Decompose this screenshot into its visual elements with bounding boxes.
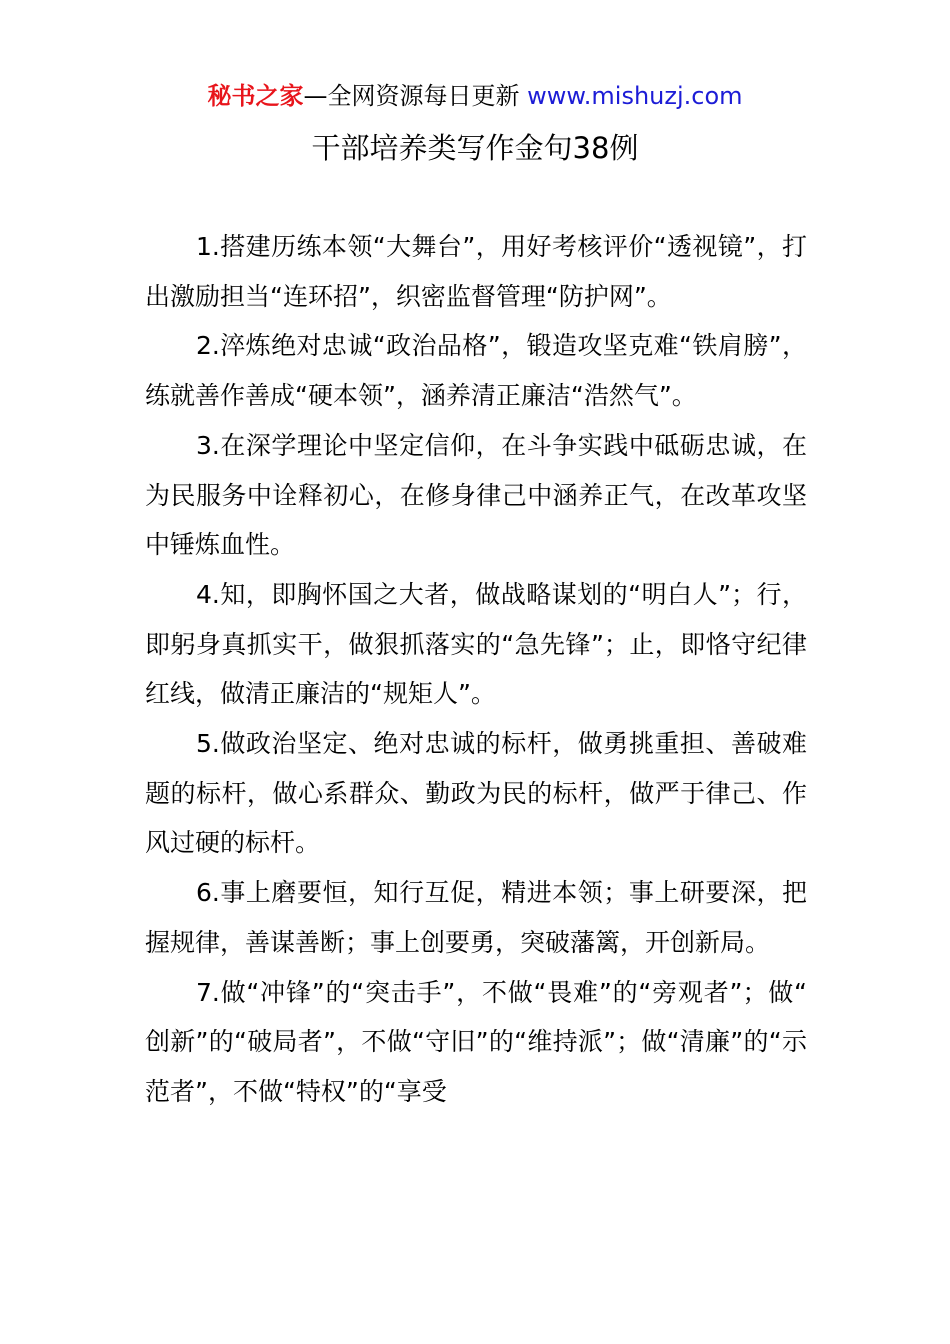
paragraph-1: 1.搭建历练本领“大舞台”，用好考核评价“透视镜”，打出激励担当“连环招”，织密监督管理“防护网”。 [145, 232, 807, 311]
paragraph-6: 6.事上磨要恒，知行互促，精进本领；事上研要深，把握规律，善谋善断；事上创要勇，突破藩篱，开创新局。 [145, 878, 807, 957]
paragraph-5: 5.做政治坚定、绝对忠诚的标杆，做勇挑重担、善破难题的标杆，做心系群众、勤政为民的标杆，做严于律己、作风过硬的标杆。 [145, 729, 807, 858]
brand-name: 秘书之家 [207, 82, 304, 110]
paragraph-3: 3.在深学理论中坚定信仰，在斗争实践中砥砺忠诚，在为民服务中诠释初心，在修身律己中涵养正气，在改革攻坚中锤炼血性。 [145, 430, 807, 560]
document-body [145, 222, 807, 1117]
paragraph-7: 7.做“冲锋”的“突击手”，不做“畏难”的“旁观者”；做“创新”的“破局者”，不做“守旧”的“维持派”；做“清廉”的“示范者”，不做“特权”的“享受 [145, 977, 807, 1106]
document-title: 干部培养类写作金句38例 [311, 131, 639, 165]
paragraph-4: 4.知，即胸怀国之大者，做战略谋划的“明白人”；行，即躬身真抓实干，做狠抓落实的“急先锋”；止，即恪守纪律红线，做清正廉洁的“规矩人”。 [145, 579, 807, 709]
header-tagline: —全网资源每日更新 [303, 82, 528, 110]
paragraph-2: 2.淬炼绝对忠诚“政治品格”，锻造攻坚克难“铁肩膀”，练就善作善成“硬本领”，涵养清正廉洁“浩然气”。 [145, 331, 807, 411]
site-url-link[interactable]: www.mishuzj.com [527, 82, 743, 110]
site-header [0, 80, 950, 112]
